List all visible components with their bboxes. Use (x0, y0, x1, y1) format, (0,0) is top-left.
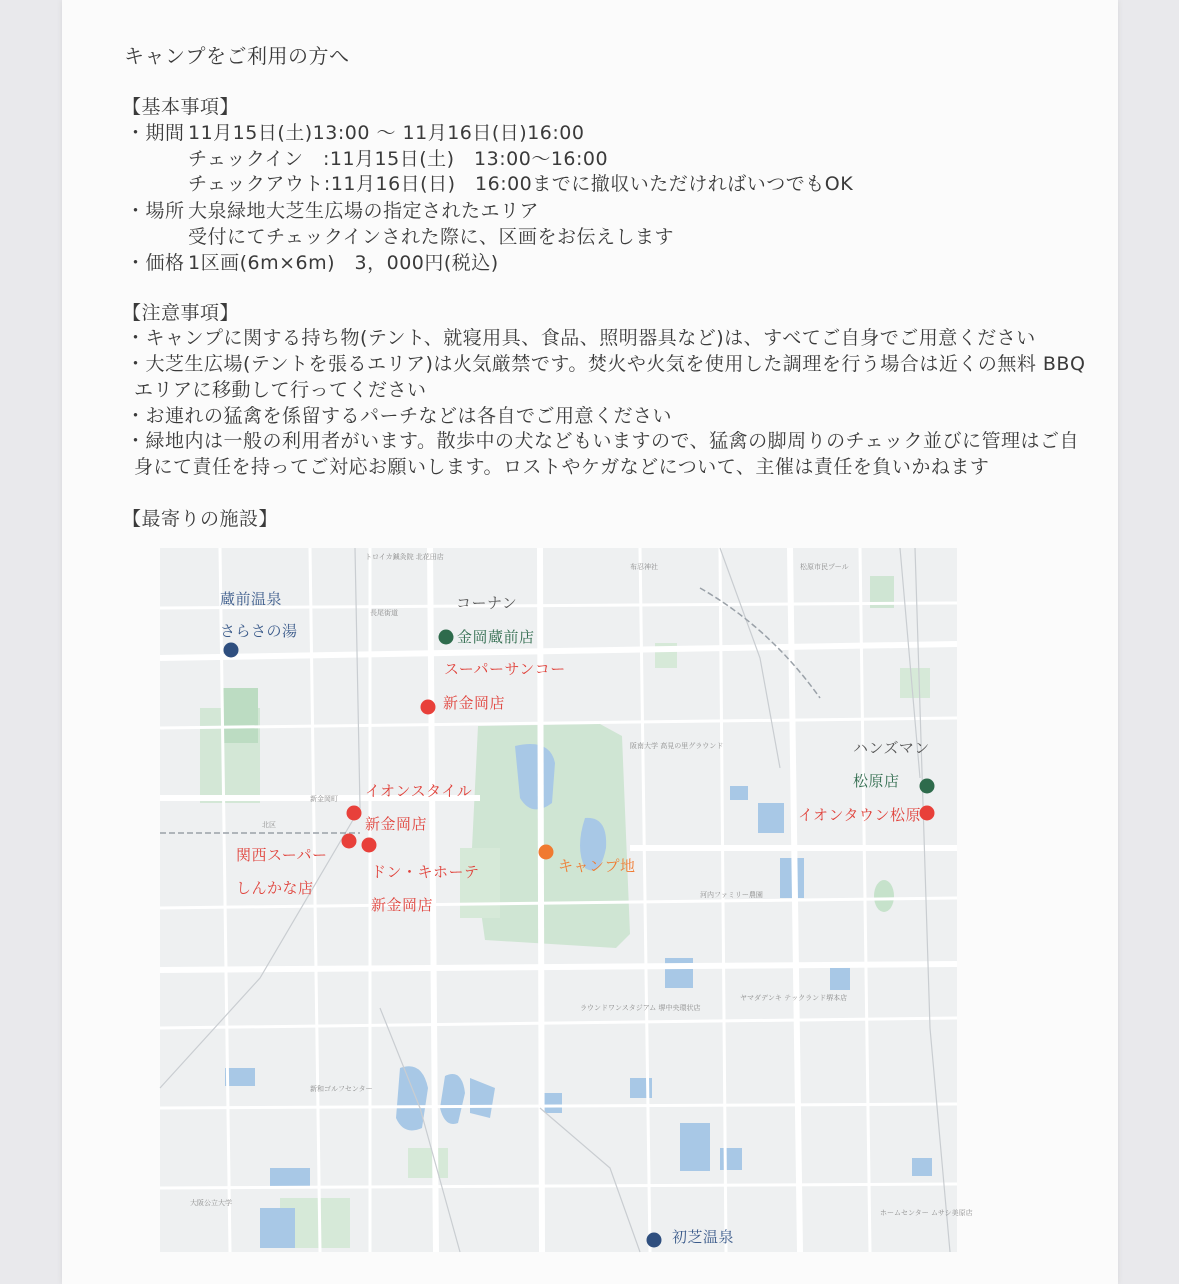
store-pin-donki[interactable] (362, 838, 377, 853)
kansai-super-label: 関西スーパー (236, 846, 328, 864)
note-item: ・大芝生広場(テントを張るエリア)は火気厳禁です。焚火や火気を使用した調理を行う場合は近くの無料 BBQ (126, 353, 1086, 375)
sarasa-label: さらさの湯 (220, 622, 298, 640)
donki-label: ドン・キホーテ (371, 863, 480, 881)
note-item: エリアに移動して行ってください (134, 379, 427, 401)
camp-site-label: キャンプ地 (558, 857, 636, 875)
sanko-label: スーパーサンコー (444, 660, 566, 678)
area-map: トロイカ鍼灸院 北花田店 長尾街道 新金岡町 北区 布忍神社 松原市民プール 阪南大学 高見の里グラウンド 河内ファミリー農園 ラウンドワンスタジアム 堺中央環状店 ヤマダデンキ テックランド堺本店 新和ゴルフセンター 大阪公立大学 ホームセンター ムサシ美原店 蔵前温泉 さらさの湯 コーナン 金岡蔵前店 スーパーサンコー 新金岡店 イオンスタイル 新金岡店 関西スーパー しんかな店 ドン・キホーテ 新金岡店 キャンプ地 ハンズマン 松原店 イオンタウン松原 初芝温泉 (160, 548, 957, 1252)
period-label: ・期間 (126, 122, 185, 144)
aeon-town-label: イオンタウン松原 (798, 806, 921, 824)
store-pin-sanko[interactable] (421, 700, 436, 715)
kanaoka-kuramae-label: 金岡蔵前店 (457, 628, 535, 646)
donki-branch-label: 新金岡店 (371, 896, 434, 914)
hot-spring-pin[interactable] (224, 643, 239, 658)
store-pin-konan[interactable] (439, 630, 454, 645)
facilities-heading: 【最寄りの施設】 (122, 508, 279, 530)
note-item: ・緑地内は一般の利用者がいます。散歩中の犬などもいますので、猛禽の脚周りのチェック並びに管理はご自 (126, 430, 1080, 452)
checkin-text: チェックイン :11月15日(土) 13:00〜16:00 (188, 148, 609, 170)
note-item: ・キャンプに関する持ち物(テント、就寝用具、食品、照明器具など)は、すべてご自身でご用意ください (126, 327, 1036, 349)
checkout-text: チェックアウト:11月16日(日) 16:00までに撤収いただければいつでもOK (188, 173, 854, 195)
shinkana-label: しんかな店 (236, 879, 314, 897)
map-background (160, 548, 957, 1252)
note-item: ・お連れの猛禽を係留するパーチなどは各自でご用意ください (126, 405, 673, 427)
place-label: ・場所 (126, 200, 185, 222)
place-note: 受付にてチェックインされた際に、区画をお伝えします (188, 226, 674, 248)
kuramae-onsen-label: 蔵前温泉 (220, 590, 283, 608)
hatsushiba-onsen-label: 初芝温泉 (672, 1228, 735, 1246)
sanko-branch-label: 新金岡店 (443, 694, 506, 712)
store-pin-aeon-town[interactable] (920, 806, 935, 821)
store-pin-kansai[interactable] (342, 834, 357, 849)
store-pin-aeon-style[interactable] (347, 806, 362, 821)
price-label: ・価格 (126, 252, 185, 274)
basic-heading: 【基本事項】 (122, 96, 240, 118)
notes-heading: 【注意事項】 (122, 302, 240, 324)
place-value: 大泉緑地大芝生広場の指定されたエリア (188, 200, 540, 222)
handsman-label: ハンズマン (853, 739, 930, 757)
period-value: 11月15日(土)13:00 〜 11月16日(日)16:00 (188, 122, 585, 144)
camp-site-pin[interactable] (539, 845, 554, 860)
konan-label: コーナン (456, 594, 518, 612)
hot-spring-pin[interactable] (647, 1233, 662, 1248)
aeon-style-branch-label: 新金岡店 (365, 815, 428, 833)
note-item: 身にて責任を持ってご対応お願いします。ロストやケガなどについて、主催は責任を負いかねます (134, 456, 990, 478)
store-pin-handsman[interactable] (920, 779, 935, 794)
aeon-style-label: イオンスタイル (365, 782, 473, 800)
handsman-branch-label: 松原店 (853, 772, 900, 790)
page-title: キャンプをご利用の方へ (124, 44, 350, 68)
price-value: 1区画(6m×6m) 3，000円(税込) (188, 252, 499, 274)
